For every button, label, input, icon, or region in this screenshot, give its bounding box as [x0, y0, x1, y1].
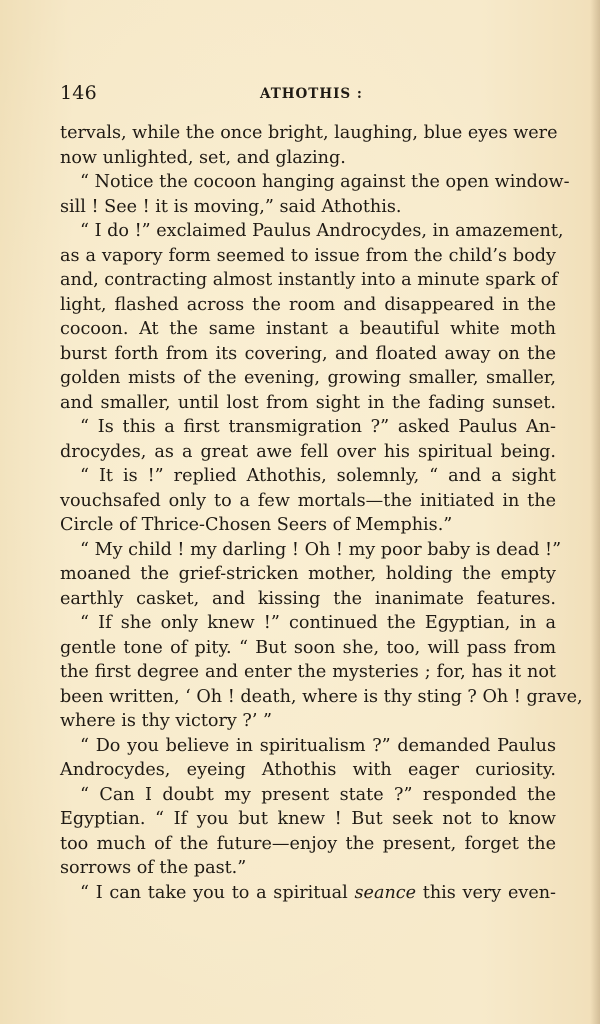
text-line: where is thy victory ?’ ”: [60, 711, 273, 731]
text-line: and smaller, until lost from sight in the fading sunset.: [60, 392, 556, 413]
text-line: “ My child ! my darling ! Oh ! my poor baby is dead !”: [80, 539, 562, 560]
running-head: ATHOTHIS :: [260, 86, 363, 102]
text-line: been written, ‘ Oh ! death, where is thy sting ? Oh ! grave,: [60, 686, 583, 707]
text-line: Circle of Thrice-Chosen Seers of Memphis.”: [60, 515, 453, 535]
text-line: drocydes, as a great awe fell over his spiritual being.: [60, 441, 556, 462]
text-line: “ Is this a first transmigration ?” asked Paulus An-: [80, 417, 556, 437]
final-line-italic: seance: [354, 882, 417, 903]
text-line: Egyptian. “ If you but knew ! But seek not to know: [60, 809, 556, 829]
text-line: sorrows of the past.”: [60, 858, 247, 878]
text-line: “ Can I doubt my present state ?” responded the: [80, 784, 556, 805]
text-line: “ Notice the cocoon hanging against the open window-: [80, 172, 570, 192]
text-line: cocoon. At the same instant a beautiful white moth: [60, 319, 556, 339]
text-line: vouchsafed only to a few mortals—the initiated in the: [60, 490, 556, 511]
text-line: as a vapory form seemed to issue from the child’s body: [60, 245, 556, 266]
text-line: Androcydes, eyeing Athothis with eager curiosity.: [60, 760, 556, 780]
text-line: burst forth from its covering, and floated away on the: [60, 343, 556, 364]
text-line: earthly casket, and kissing the inanimate features.: [60, 588, 556, 609]
text-line: moaned the grief-stricken mother, holding the empty: [60, 564, 556, 584]
text-line: tervals, while the once bright, laughing, blue eyes were: [60, 123, 558, 143]
text-line: “ It is !” replied Athothis, solemnly, “ and a sight: [80, 466, 556, 486]
page-header: [60, 82, 556, 110]
text-line: “ I do !” exclaimed Paulus Androcydes, in amazement,: [80, 221, 564, 241]
final-line-start: “ I can take you to a spiritual: [80, 882, 355, 903]
text-line: too much of the future—enjoy the present, forget the: [60, 833, 556, 854]
text-line: golden mists of the evening, growing smaller, smaller,: [60, 368, 556, 388]
text-line: the first degree and enter the mysteries ; for, has it not: [60, 662, 556, 682]
final-line-end: this very even-: [416, 882, 557, 903]
text-line: now unlighted, set, and glazing.: [60, 147, 346, 168]
text-line: “ If she only knew !” continued the Egyptian, in a: [80, 613, 556, 633]
text-line-final: [60, 881, 556, 906]
page-number: 146: [60, 82, 97, 104]
text-line: sill ! See ! it is moving,” said Athothis.: [60, 196, 402, 217]
text-line: gentle tone of pity. “ But soon she, too, will pass from: [60, 637, 556, 658]
text-line: “ Do you believe in spiritualism ?” demanded Paulus: [80, 735, 556, 756]
text-line: light, flashed across the room and disappeared in the: [60, 294, 556, 315]
body-text: [60, 121, 583, 905]
text-line: and, contracting almost instantly into a minute spark of: [60, 270, 558, 290]
